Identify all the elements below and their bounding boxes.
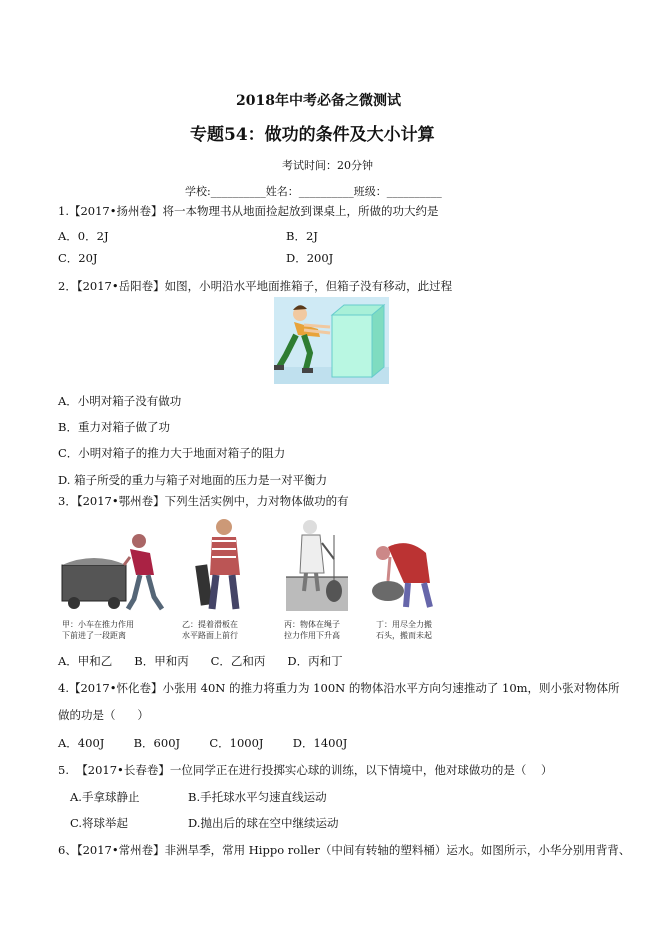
q1-option-a: A．0．2J <box>58 229 109 243</box>
cart-push-figure <box>62 534 162 609</box>
q2-stem: 2．【2017•岳阳卷】如图，小明沿水平地面推箱子，但箱子没有移动，此过程 <box>58 279 453 293</box>
q2-push-box-image <box>274 297 389 384</box>
lift-rock-figure <box>372 543 430 607</box>
q3-options: A．甲和乙 B．甲和丙 C．乙和丙 D．丙和丁 <box>58 654 343 668</box>
q1-option-b: B．2J <box>286 229 318 243</box>
q5-option-d: D.抛出后的球在空中继续运动 <box>188 816 339 830</box>
student-info-line: 学校:__________姓名：__________班级：__________ <box>185 185 442 198</box>
q4-options: A．400J B．600J C．1000J D．1400J <box>58 736 348 750</box>
q4-stem-line1: 4.【2017•怀化卷】小张用 40N 的推力将重力为 100N 的物体沿水平方向匀速推动了 10m，则小张对物体所 <box>58 681 620 695</box>
exam-time: 考试时间：20分钟 <box>282 159 373 172</box>
q5-option-a: A.手拿球静止 <box>70 790 140 804</box>
page-title: 2018年中考必备之微测试 <box>236 93 401 109</box>
q3-caption-bing: 丙：物体在绳子 拉力作用下升高 <box>284 620 340 640</box>
topic-title: 专题54：做功的条件及大小计算 <box>190 125 435 145</box>
q5-option-c: C.将球举起 <box>70 816 129 830</box>
q2-option-a: A．小明对箱子没有做功 <box>58 394 182 408</box>
q6-stem: 6、【2017•常州卷】非洲旱季，常用 Hippo roller（中间有转轴的塑料桶）运水。如图所示，小华分别用背背、 <box>58 843 631 857</box>
q3-four-pictures <box>58 513 448 646</box>
q1-option-d: D．200J <box>286 251 334 265</box>
q5-stem: 5. 【2017•长春卷】一位同学正在进行投掷实心球的训练，以下情境中，他对球做功的是（ ） <box>58 763 553 777</box>
skateboard-walk-figure <box>195 519 240 609</box>
q2-option-c: C．小明对箱子的推力大于地面对箱子的阻力 <box>58 446 286 460</box>
q2-option-d: D. 箱子所受的重力与箱子对地面的压力是一对平衡力 <box>58 473 328 487</box>
q3-caption-ding: 丁：用尽全力搬 石头，搬而未起 <box>376 620 432 640</box>
q1-option-c: C．20J <box>58 251 98 265</box>
q4-stem-line2: 做的功是（ ） <box>58 708 149 722</box>
q3-caption-jia: 甲：小车在推力作用 下前进了一段距离 <box>62 620 134 640</box>
q2-option-b: B．重力对箱子做了功 <box>58 420 170 434</box>
q3-caption-yi: 乙：提着滑板在 水平路面上前行 <box>182 620 238 640</box>
rope-lift-figure <box>286 520 348 611</box>
q5-option-b: B.手托球水平匀速直线运动 <box>188 790 327 804</box>
q3-stem: 3．【2017•鄂州卷】下列生活实例中，力对物体做功的有 <box>58 494 349 508</box>
q1-stem: 1.【2017•扬州卷】将一本物理书从地面捡起放到课桌上，所做的功大约是 <box>58 204 439 218</box>
